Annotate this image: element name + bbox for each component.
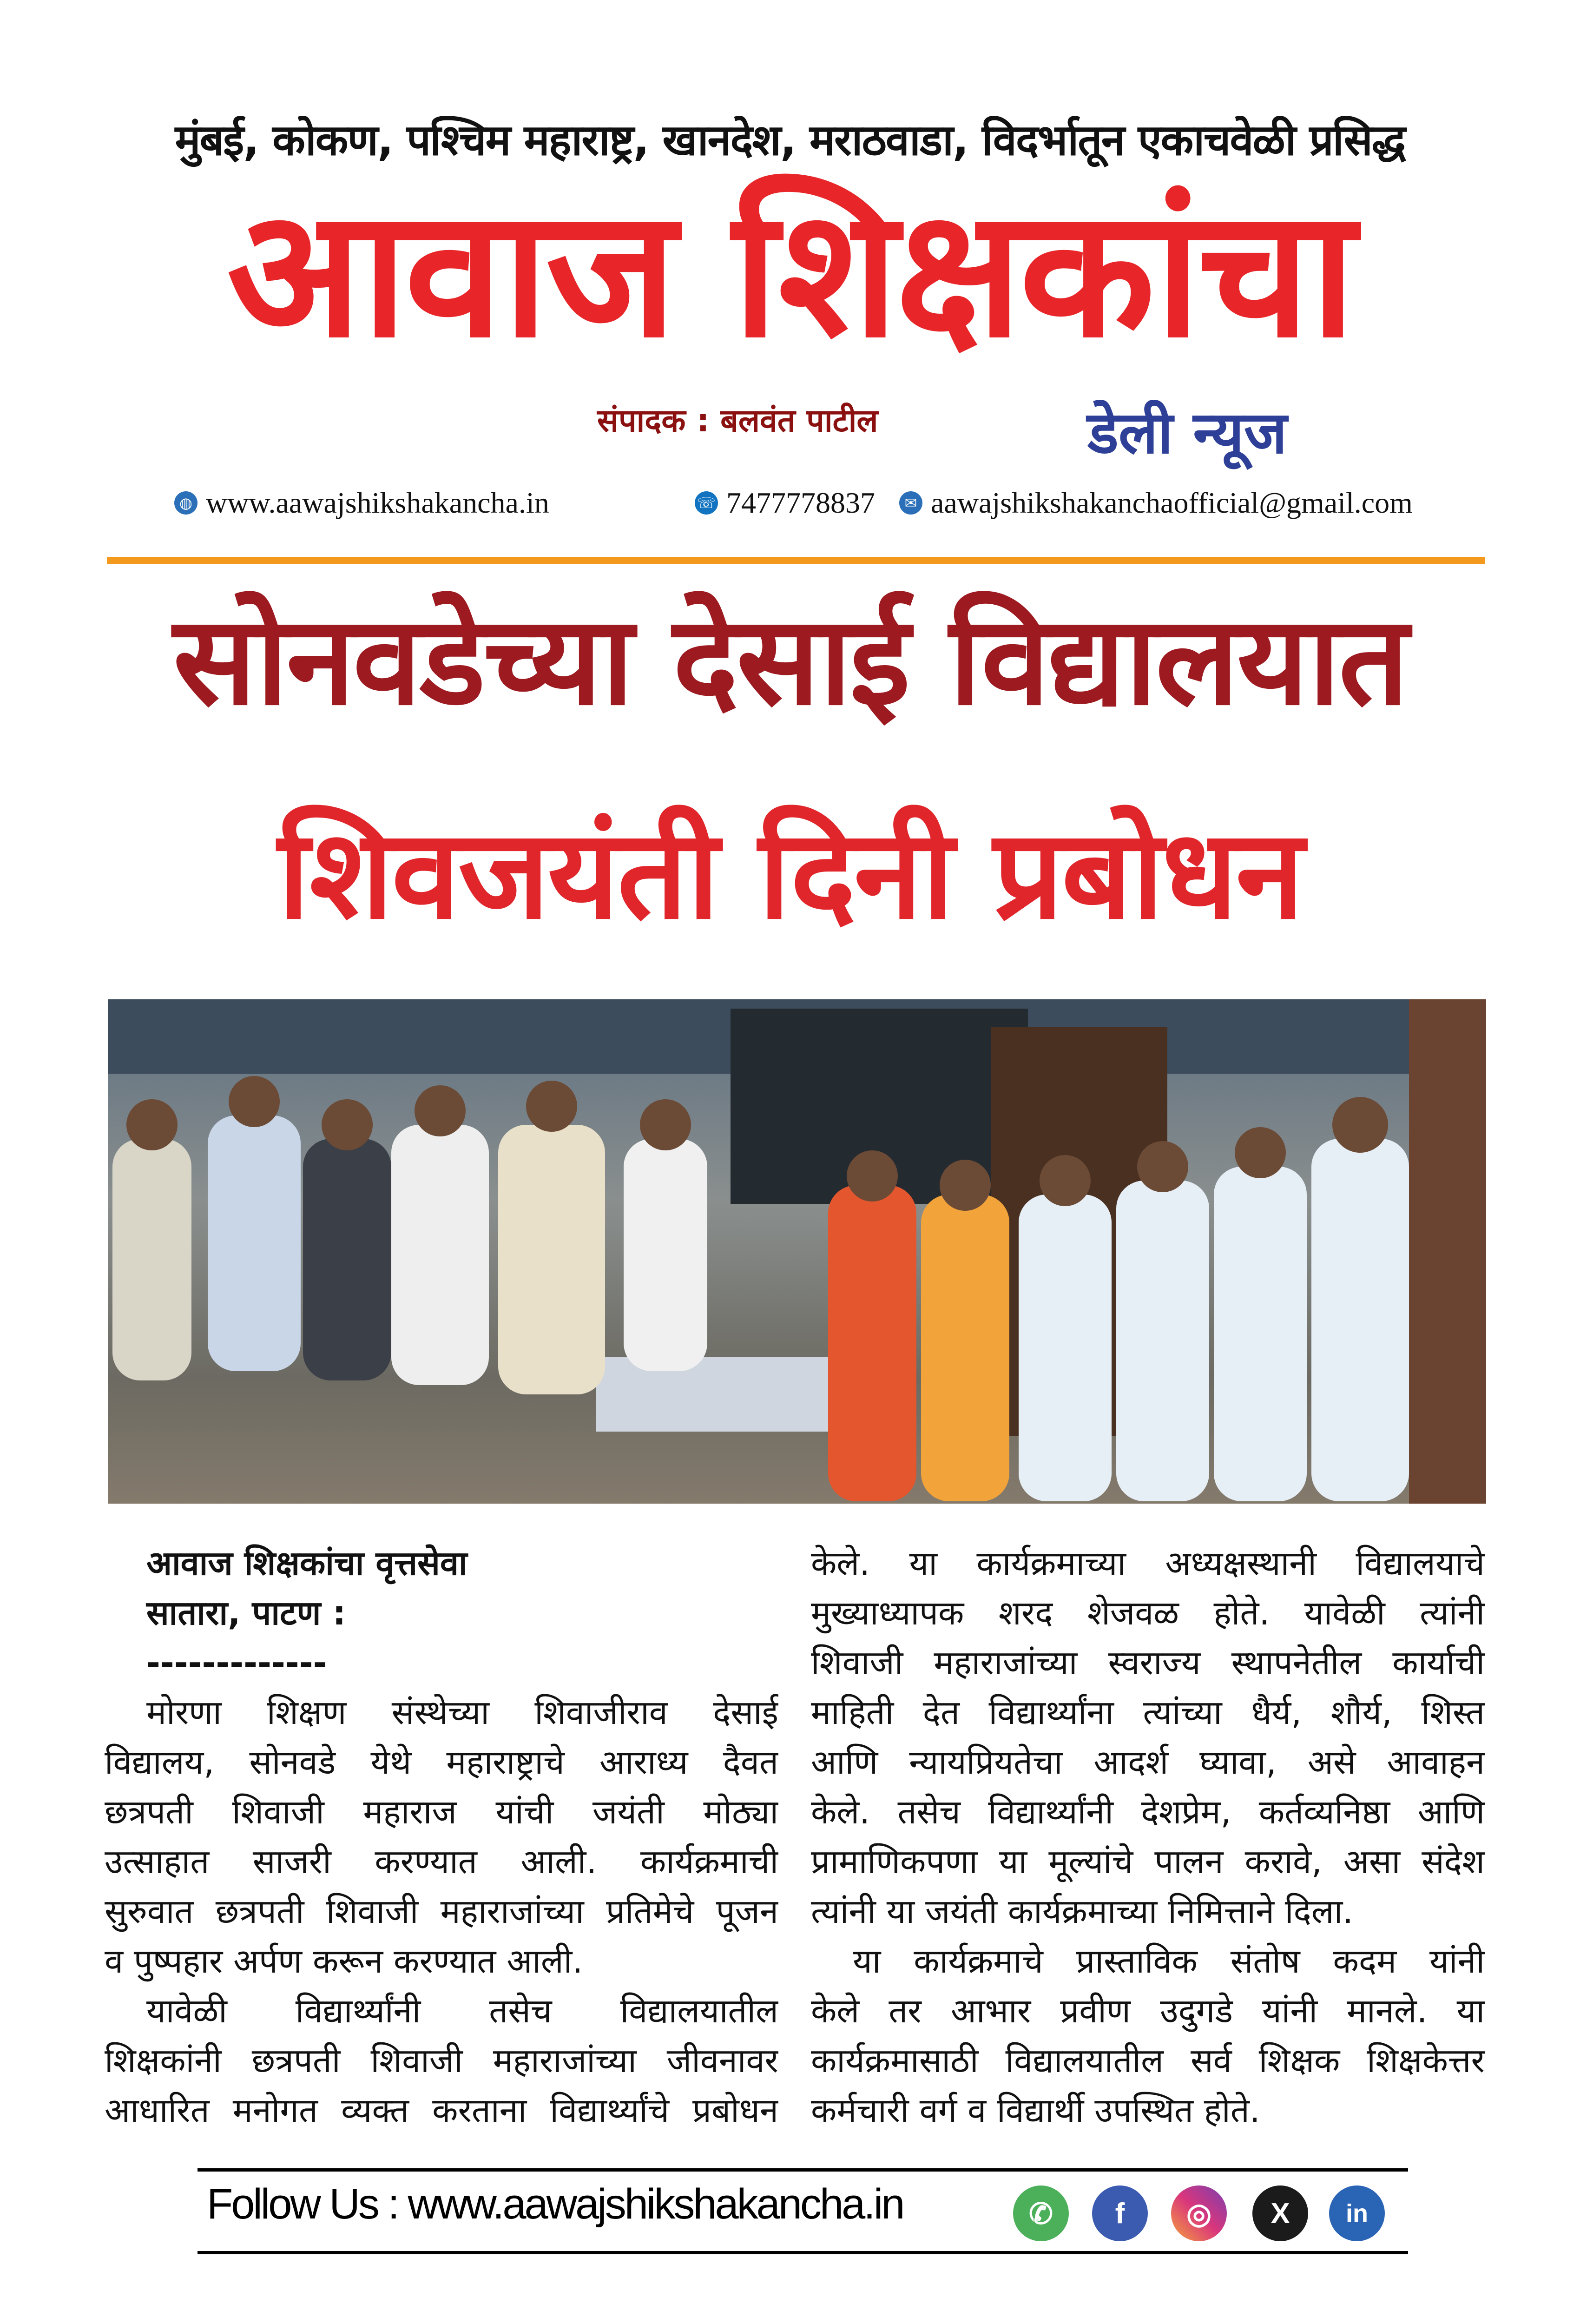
email-link[interactable]: aawajshikshakanchaofficial@gmail.com bbox=[931, 486, 1413, 519]
text-line: केले तर आभार प्रवीण उदुगडे यांनी मानले. या bbox=[811, 1991, 1485, 2030]
masthead-logo: आवाज शिक्षकांचा bbox=[227, 171, 1353, 376]
text-line: आणि न्यायप्रियतेचा आदर्श घ्यावा, असे आवाहन bbox=[811, 1743, 1485, 1782]
text-line: विद्यालय, सोनवडे येथे महाराष्ट्राचे आराध्य दैवत bbox=[105, 1743, 778, 1782]
mail-icon: ✉ bbox=[899, 491, 922, 515]
text-line: या कार्यक्रमाचे प्रास्ताविक संतोष कदम यांनी bbox=[853, 1941, 1485, 1981]
text-line: शिवाजी महाराजांच्या स्वराज्य स्थापनेतील कार्याची bbox=[811, 1643, 1485, 1682]
text-line: त्यांनी या जयंती कार्यक्रमाच्या निमित्ताने दिला. bbox=[811, 1892, 1354, 1931]
text-line: मोरणा शिक्षण संस्थेच्या शिवाजीराव देसाई bbox=[146, 1693, 778, 1732]
website-link[interactable]: www.aawajshikshakancha.in bbox=[206, 486, 549, 519]
headline-line-1: सोनवडेच्या देसाई विद्यालयात bbox=[173, 589, 1407, 733]
phone-icon: ☏ bbox=[695, 491, 718, 515]
instagram-icon[interactable]: ◎ bbox=[1171, 2185, 1227, 2241]
contact-website[interactable] bbox=[174, 486, 549, 520]
headline-line-2: शिवजयंती दिनी प्रबोधन bbox=[277, 803, 1303, 946]
footer-top-divider bbox=[198, 2168, 1408, 2172]
text-line: केले. तसेच विद्यार्थ्यांनी देशप्रेम, कर्तव्यनिष्ठा आणि bbox=[811, 1792, 1485, 1831]
footer-bottom-divider bbox=[198, 2251, 1408, 2254]
article-column-left bbox=[105, 1538, 778, 2135]
text-line: आधारित मनोगत व्यक्त करताना विद्यार्थ्यांचे प्रबोधन bbox=[105, 2091, 778, 2130]
text-line: व पुष्पहार अर्पण करून करण्यात आली. bbox=[105, 1941, 583, 1981]
text-line: सुरुवात छत्रपती शिवाजी महाराजांच्या प्रतिमेचे पूजन bbox=[105, 1892, 778, 1931]
text-line: कार्यक्रमासाठी विद्यालयातील सर्व शिक्षक शिक्षकेत्तर bbox=[811, 2041, 1485, 2080]
tagline: मुंबई, कोकण, पश्चिम महाराष्ट्र, खानदेश, मराठवाडा, विदर्भातून एकाचवेळी प्रसिद्ध bbox=[175, 115, 1405, 165]
header-divider bbox=[107, 557, 1485, 564]
text-line: प्रामाणिकपणा या मूल्यांचे पालन करावे, असा संदेश bbox=[811, 1842, 1485, 1881]
text-line: शिक्षकांनी छत्रपती शिवाजी महाराजांच्या जीवनावर bbox=[105, 2041, 778, 2080]
phone-number[interactable]: 7477778837 bbox=[726, 486, 875, 519]
article-column-right bbox=[811, 1538, 1485, 2135]
globe-icon: ◍ bbox=[174, 491, 198, 515]
linkedin-icon[interactable]: in bbox=[1329, 2185, 1385, 2241]
text-line: छत्रपती शिवाजी महाराज यांची जयंती मोठ्या bbox=[105, 1792, 778, 1831]
article-separator: ------------- bbox=[146, 1643, 327, 1682]
text-line: माहिती देत विद्यार्थ्यांना त्यांच्या धैर्य, शौर्य, शिस्त bbox=[811, 1693, 1485, 1732]
contact-email[interactable] bbox=[899, 486, 1413, 520]
photo-illustration bbox=[108, 999, 1486, 1504]
text-line: केले. या कार्यक्रमाच्या अध्यक्षस्थानी विद्यालयाचे bbox=[811, 1544, 1485, 1583]
text-line: कर्मचारी वर्ग व विद्यार्थी उपस्थित होते. bbox=[811, 2091, 1260, 2130]
editor-credit: संपादक : बलवंत पाटील bbox=[597, 403, 878, 439]
contact-phone[interactable] bbox=[695, 486, 875, 520]
facebook-icon[interactable]: f bbox=[1092, 2185, 1148, 2241]
text-line: मुख्याध्यापक शरद शेजवळ होते. यावेळी त्यांनी bbox=[811, 1593, 1485, 1632]
edition-label: डेली न्यूज bbox=[1087, 399, 1287, 467]
x-icon[interactable]: X bbox=[1252, 2185, 1308, 2241]
article-dateline: सातारा, पाटण : bbox=[146, 1593, 346, 1632]
whatsapp-icon[interactable]: ✆ bbox=[1013, 2185, 1069, 2241]
text-line: यावेळी विद्यार्थ्यांनी तसेच विद्यालयातील bbox=[146, 1991, 778, 2030]
event-photo bbox=[108, 999, 1486, 1504]
text-line: उत्साहात साजरी करण्यात आली. कार्यक्रमाची bbox=[105, 1842, 778, 1881]
article-byline: आवाज शिक्षकांचा वृत्तसेवा bbox=[146, 1544, 467, 1583]
follow-us-link[interactable]: Follow Us : www.aawajshikshakancha.in bbox=[207, 2180, 903, 2228]
